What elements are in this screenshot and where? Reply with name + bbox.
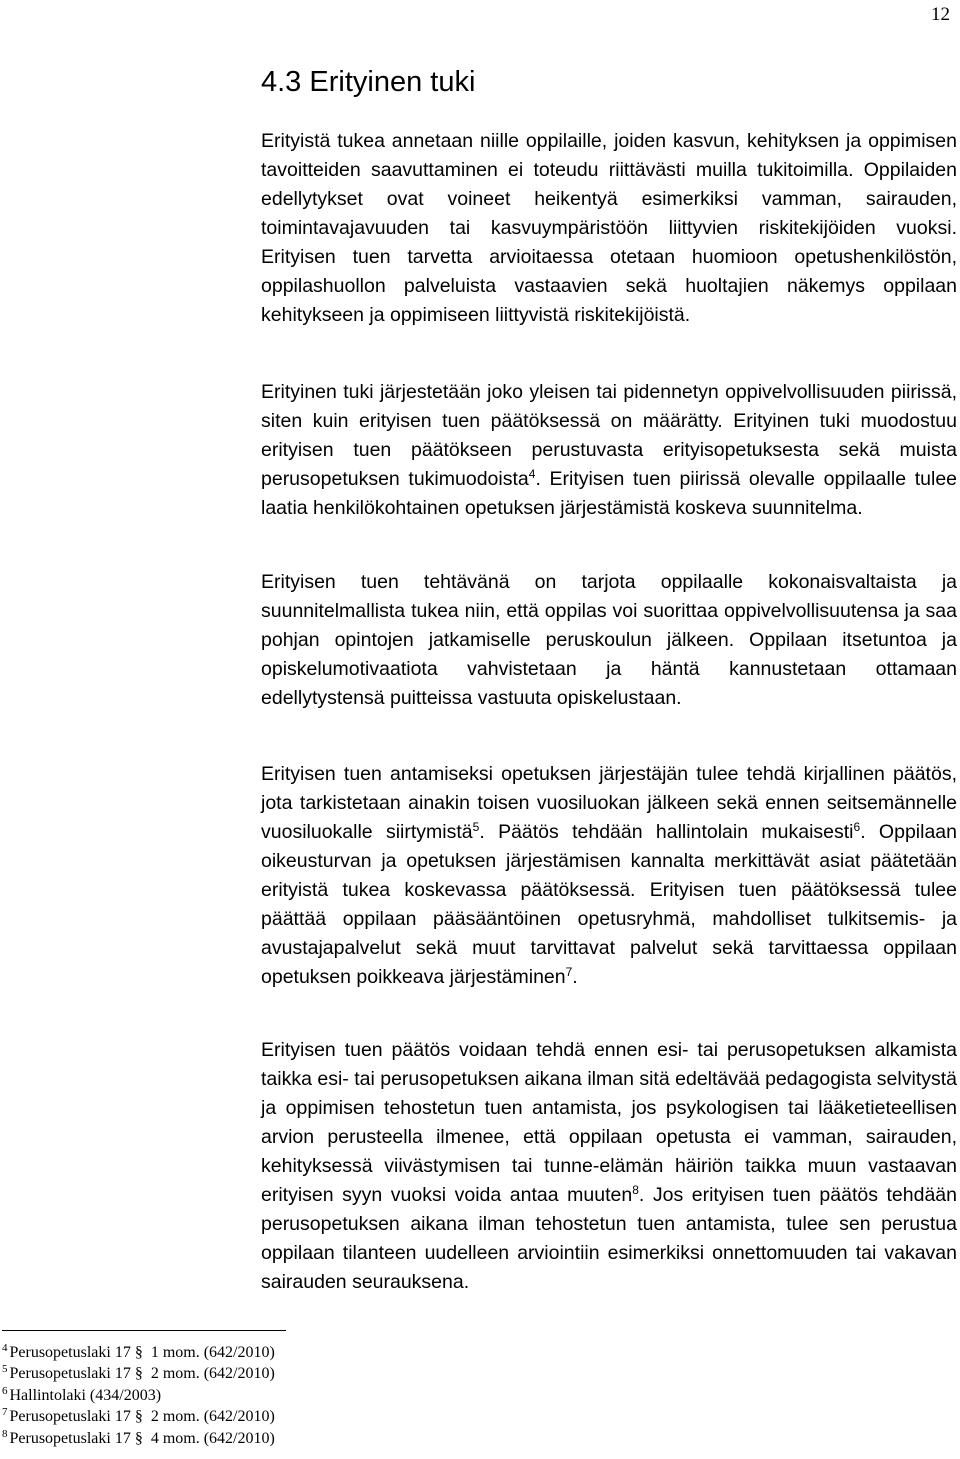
footnote-detail: 4 mom. (642/2010): [150, 1429, 275, 1447]
footnote-7: [2, 1406, 275, 1427]
section-sign: §: [134, 1408, 143, 1426]
section-sign: §: [134, 1429, 143, 1447]
footnote-reference: 8: [632, 1183, 639, 1197]
footnote-law: Hallintolaki (434/2003): [9, 1386, 162, 1404]
footnote-reference: 6: [853, 820, 861, 834]
footnote-5: [2, 1363, 275, 1384]
footnote-law: Perusopetuslaki 17: [9, 1429, 131, 1447]
footnote-law: Perusopetuslaki 17: [9, 1344, 131, 1361]
paragraph-text: Erityisen tuen tehtävänä on tarjota oppilaalle kokonaisvaltaista ja suunnitelmallista tukea niin, että oppilas voi suorittaa oppivelvollisuutensa ja saa pohjan opintojen jatkamiselle peruskoulun jälkeen. Oppilaan itsetuntoa ja opiskelumotivaatiota vahvistetaan ja häntä kannustetaan ottamaan edellytystensä puitteissa vastuuta opiskelustaan.: [261, 571, 957, 709]
footnote-separator: [2, 1330, 286, 1331]
footnote-law: Perusopetuslaki 17: [9, 1408, 131, 1426]
footnote-reference: 5: [472, 820, 480, 834]
footnote-6: [2, 1385, 275, 1406]
footnote-detail: 2 mom. (642/2010): [150, 1408, 275, 1426]
footnotes: [2, 1342, 275, 1449]
paragraph-text: Erityisen tuen päätös voidaan tehdä ennen esi- tai perusopetuksen alkamista taikka esi- tai perusopetuksen aikana ilman sitä edeltävää pedagogista selvitystä ja oppimisen tehostetun tuen antamista, jos psykologisen tai lääketieteellisen arvion perusteella ilmenee, että oppilaan opetusta ei vamman, sairauden, kehityksessä viivästymisen tai tunne-elämän häiriön taikka muun vastaavan erityisen syyn vuoksi voida antaa muuten: [261, 1039, 957, 1206]
paragraph-text: . Jos erityisen tuen päätös tehdään perusopetuksen aikana ilman tehostetun tuen antamista, tulee sen perustua oppilaan tilanteen uudelleen arviointiin esimerkiksi onnettomuuden tai vakavan sairauden seurauksena.: [261, 1184, 957, 1293]
paragraph-text: . Erityisen tuen piirissä olevalle oppilaalle tulee laatia henkilökohtainen opetuksen järjestämistä koskeva suunnitelma.: [261, 468, 958, 519]
section-heading: 4.3 Erityinen tuki: [261, 66, 476, 98]
page-number: 12: [931, 4, 950, 25]
paragraph-text: . Oppilaan oikeusturvan ja opetuksen järjestämisen kannalta merkittävät asiat päätetään erityistä tukea koskevassa päätöksessä. Erityisen tuen päätöksessä tulee päättää oppilaan pääsääntöinen opetusryhmä, mahdolliset tulkitsemis- ja avustajapalvelut sekä muut tarvittavat palvelut sekä tarvittaessa oppilaan opetuksen poikkeava järjestäminen: [261, 821, 957, 988]
paragraph-3: [261, 568, 957, 713]
footnote-number: 5: [2, 1363, 8, 1376]
section-sign: §: [134, 1344, 143, 1361]
footnote-number: 6: [2, 1384, 8, 1397]
paragraph-text: Erityinen tuki järjestetään joko yleisen tai pidennetyn oppivelvollisuuden piirissä, siten kuin erityisen tuen päätöksessä on määrätty. Erityinen tuki muodostuu erityisen tuen päätökseen perustuvasta erityisopetuksesta sekä muista perusopetuksen tukimuodoista: [261, 381, 957, 490]
paragraph-5: [261, 1036, 957, 1297]
footnote-4: [2, 1342, 275, 1363]
footnote-reference: 7: [565, 965, 573, 979]
paragraph-text: Erityisen tuen antamiseksi opetuksen järjestäjän tulee tehdä kirjallinen päätös, jota tarkistetaan ainakin toisen vuosiluokan jälkeen sekä ennen seitsemännelle vuosiluokalle siirtymistä: [261, 763, 957, 843]
footnote-detail: 2 mom. (642/2010): [150, 1365, 275, 1383]
paragraph-text: Erityistä tukea annetaan niille oppilaille, joiden kasvun, kehityksen ja oppimisen tavoitteiden saavuttaminen ei toteudu riittävästi muilla tukitoimilla. Oppilaiden edellytykset ovat voineet heikentyä esimerkiksi vamman, sairauden, toimintavajavuuden tai kasvuympäristöön liittyvien riskitekijöiden vuoksi. Erityisen tuen tarvetta arvioitaessa otetaan huomioon opetushenkilöstön, oppilashuollon palveluista vastaavien sekä huoltajien näkemys oppilaan kehitykseen ja oppimiseen liittyvistä riskitekijöistä.: [261, 130, 957, 326]
footnote-law: Perusopetuslaki 17: [9, 1365, 131, 1383]
paragraph-1: [261, 127, 957, 330]
footnote-reference: 4: [528, 467, 536, 481]
paragraph-text: .: [572, 966, 578, 988]
footnote-detail: 1 mom. (642/2010): [150, 1344, 275, 1361]
footnote-number: 4: [2, 1342, 8, 1354]
footnote-number: 7: [2, 1406, 8, 1419]
paragraph-2: [261, 378, 957, 523]
section-sign: §: [134, 1365, 143, 1383]
footnote-number: 8: [2, 1427, 8, 1440]
footnote-8: [2, 1428, 275, 1449]
paragraph-text: . Päätös tehdään hallintolain mukaisesti: [479, 821, 854, 843]
paragraph-4: [261, 760, 957, 992]
